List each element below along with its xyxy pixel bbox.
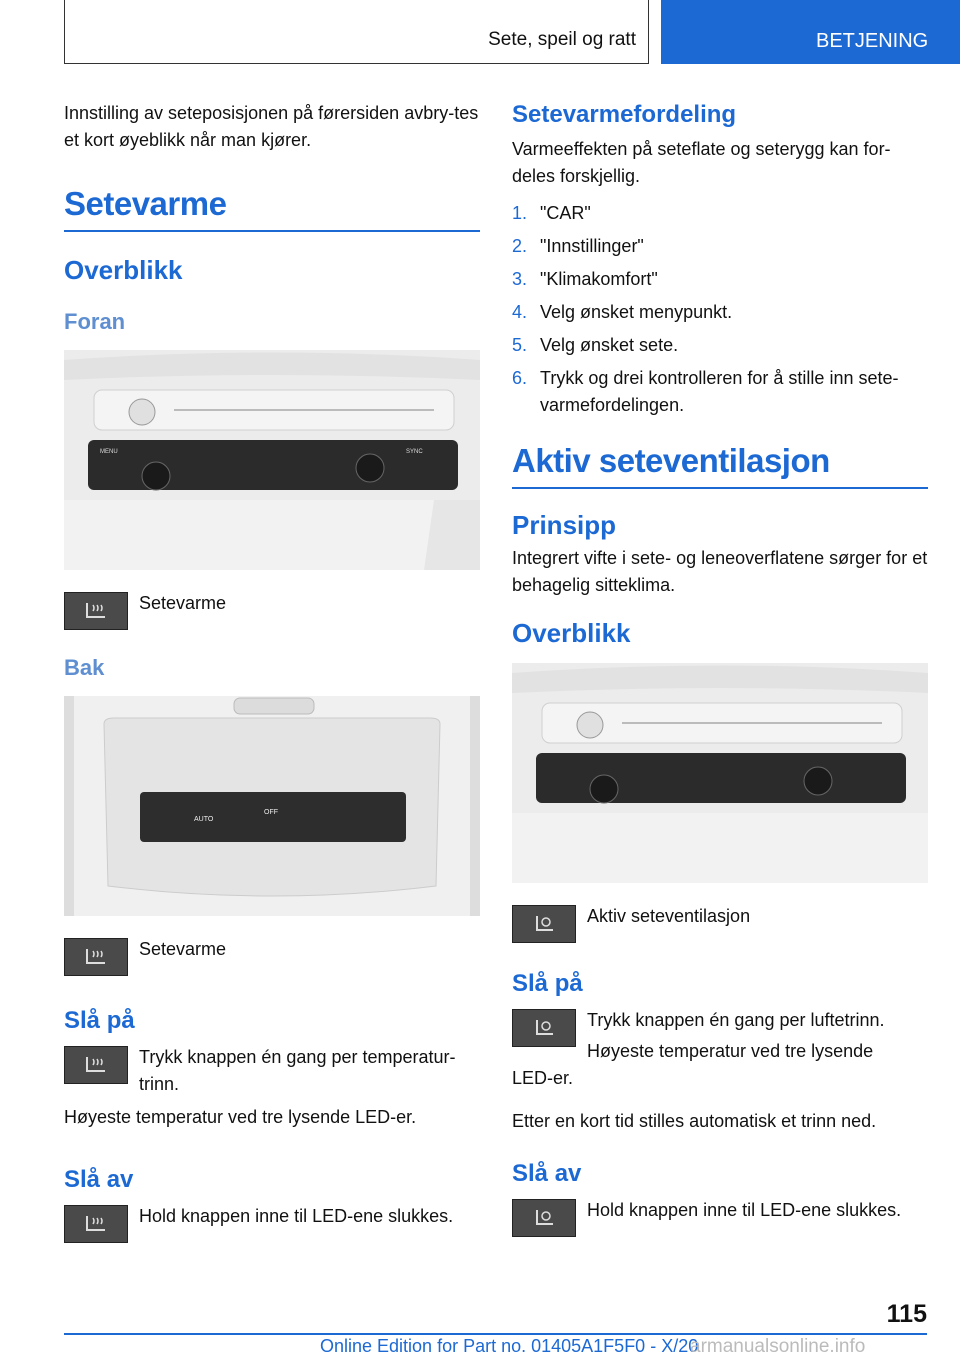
switch-on-right-text: Trykk knappen én gang per luftetrinn. [587,1010,885,1030]
steps-list [512,200,928,419]
ventilation-panel-image [512,663,928,883]
heading-setevarme: Setevarme [64,185,227,222]
heading-switch-on: Slå på [64,1007,135,1034]
left-column [64,100,480,1243]
switch-on-right-note: Etter en kort tid stilles automatisk et trinn ned. [512,1111,877,1131]
heading-rear: Bak [64,655,105,680]
rear-panel-image [64,696,480,916]
heading-seat-heating-distribution: Setevarmefordeling [512,101,737,128]
principle-text: Integrert vifte i sete- og leneoverflatene sørger for et behagelig sitteklima. [512,548,928,595]
switch-off-right-row [512,1197,928,1237]
ventilation-caption: Aktiv seteventilasjon [587,906,751,926]
seat-heating-icon [64,1046,128,1084]
front-caption: Setevarme [139,593,227,613]
seat-ventilation-icon [512,1009,576,1047]
step-item: 4. Velg ønsket menypunkt. [512,302,733,322]
switch-on-right-text2: Høyeste temperatur ved tre lysende [587,1041,874,1061]
switch-off-text: Hold knappen inne til LED-ene slukkes. [139,1206,454,1226]
panel-sync-label: SYNC [406,449,423,455]
heading-active-ventilation: Aktiv seteventilasjon [512,442,830,479]
rear-off-label: OFF [264,809,278,816]
heading-front: Foran [64,309,126,334]
seat-ventilation-icon [512,905,576,943]
footer-rule [64,1333,927,1335]
rear-auto-label: AUTO [194,816,214,823]
switch-off-row [64,1203,480,1243]
seat-heating-icon [64,1205,128,1243]
heading-principle: Prinsipp [512,510,617,540]
seat-ventilation-icon [512,1199,576,1237]
header-section-box [64,0,649,64]
rear-caption: Setevarme [139,939,227,959]
watermark: armanualsonline.info [690,1336,866,1357]
seat-heating-icon [64,938,128,976]
heading-overview-right: Overblikk [512,618,631,648]
header-section-title: Sete, speil og ratt [488,29,636,50]
heading-rule [512,487,928,489]
front-panel-image [64,350,480,570]
intro-text: Innstilling av seteposisjonen på førersiden avbry-tes et kort øyeblikk når man kjører. [64,103,479,150]
switch-off-right-text: Hold knappen inne til LED-ene slukkes. [587,1200,902,1220]
step-item: 1. "CAR" [512,203,591,223]
header-chapter-title: BETJENING [816,30,929,52]
ventilation-caption-row [512,903,928,943]
switch-on-right-text3: LED-er. [512,1068,574,1088]
step-item: 3. "Klimakomfort" [512,269,658,289]
heading-switch-off: Slå av [64,1166,134,1193]
page-number: 115 [886,1300,927,1328]
switch-on-text: Trykk knappen én gang per temperatur-trinn. [139,1047,456,1094]
rear-caption-row [64,936,480,976]
step-item: 2. "Innstillinger" [512,236,644,256]
heading-overview: Overblikk [64,255,183,285]
switch-on-note: Høyeste temperatur ved tre lysende LED-er. [64,1107,417,1127]
switch-on-row [64,1044,480,1098]
step-item: 5. Velg ønsket sete. [512,335,679,355]
header-chapter-box [661,0,960,64]
front-caption-row [64,590,480,630]
footer-edition: Online Edition for Part no. 01405A1F5F0 - X/20 [320,1336,699,1356]
step-item: 6. Trykk og drei kontrolleren for å stille inn sete-varmefordelingen. [512,368,899,415]
seat-heating-icon [64,592,128,630]
panel-menu-label: MENU [100,449,118,455]
heading-switch-off-right: Slå av [512,1160,582,1187]
heading-switch-on-right: Slå på [512,970,583,997]
heading-rule [64,230,480,232]
distribution-text: Varmeeffekten på seteflate og seterygg kan for-deles forskjellig. [512,139,891,186]
switch-on-right-row [512,1007,928,1065]
right-column [512,100,928,1237]
